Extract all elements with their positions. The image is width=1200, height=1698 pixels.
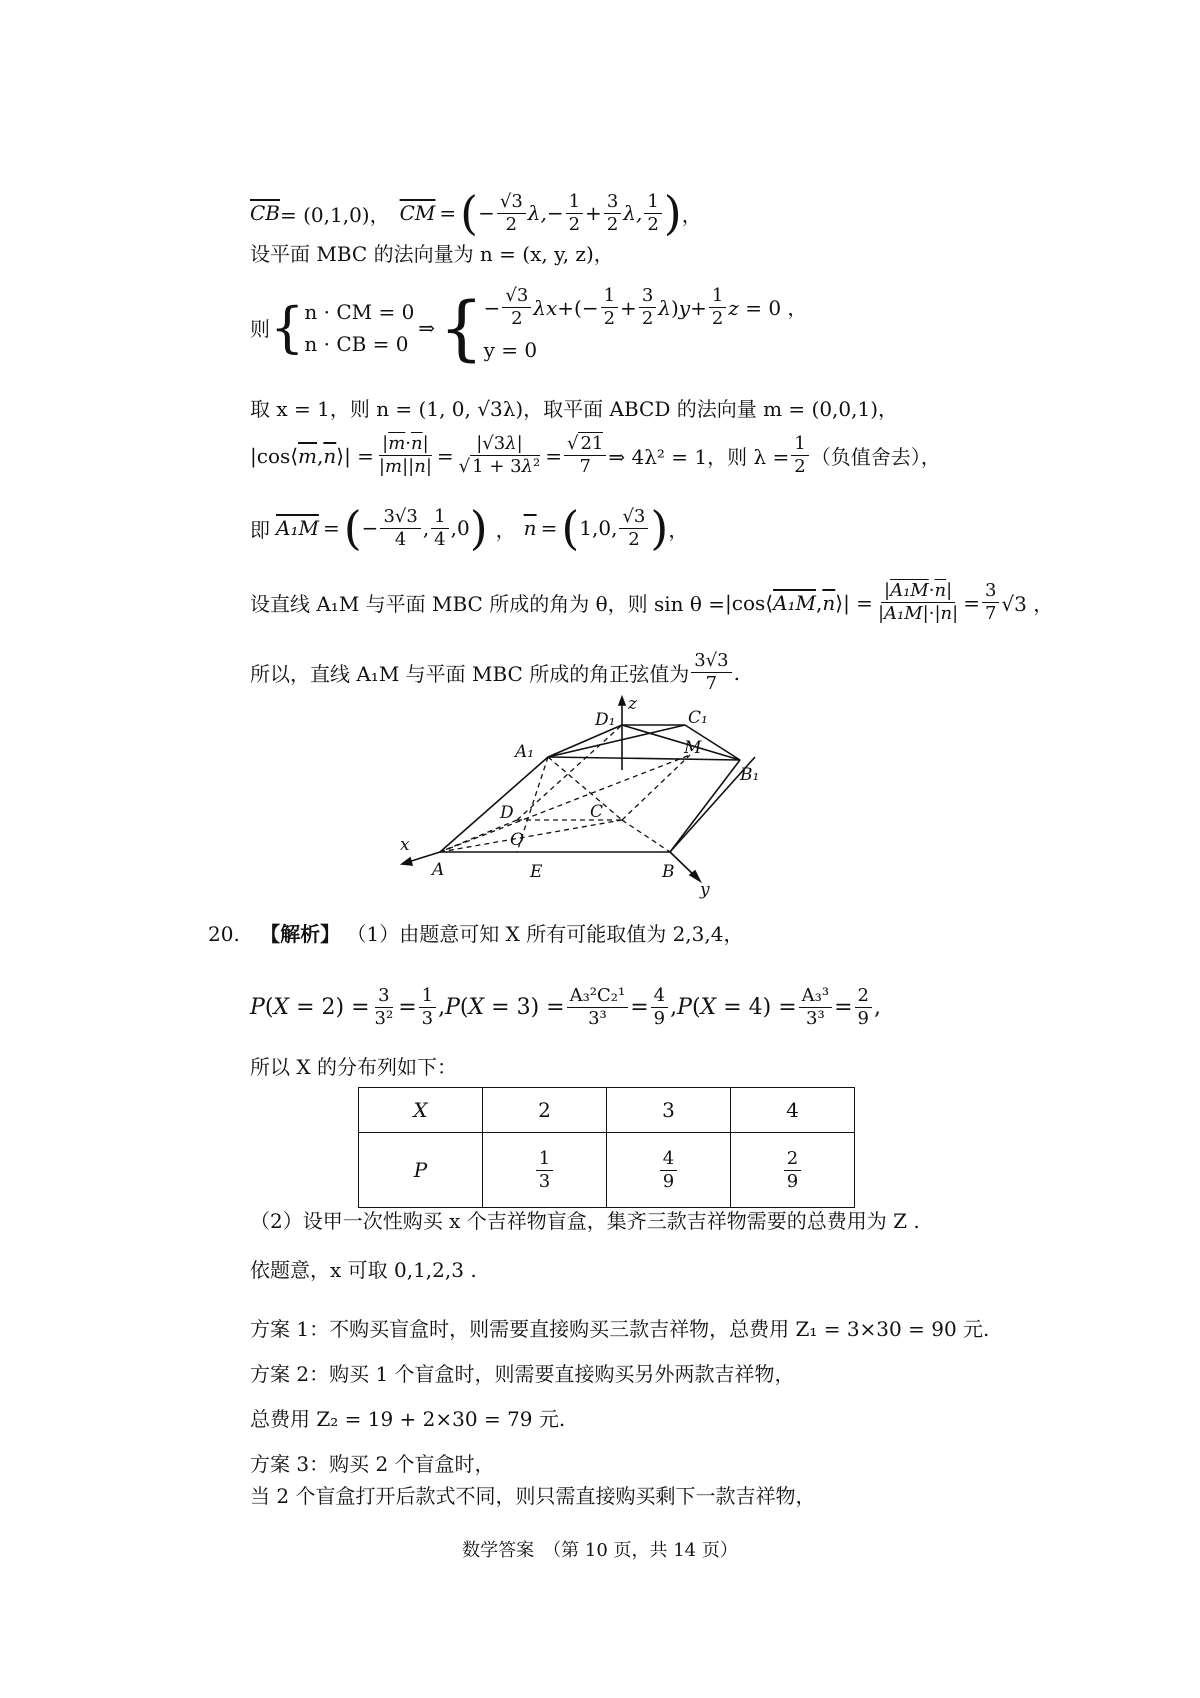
table-cell: $\frac{1}{3}$ bbox=[483, 1133, 607, 1208]
page-footer: 数学答案 （第 10 页，共 14 页） bbox=[462, 1540, 738, 1561]
label-d1: D₁ bbox=[595, 710, 616, 730]
vector-cm-label: $\overline{CM}$ bbox=[399, 201, 436, 225]
table-cell: P bbox=[359, 1133, 483, 1208]
question-20-heading: 20. 【解析】 （1）由题意可知 X 所有可能取值为 2,3,4， bbox=[208, 922, 744, 946]
normal-vector-system: 则 { n · CM = 0 n · CB = 0 ⇒ { − $\frac{√3}{2}$ λx +(− $\frac{1}{2}$ + $\frac{3}{2}$ λ ) y + $\frac{1}{2}$ z = 0 ， y = 0 bbox=[250, 285, 808, 369]
label-a: A bbox=[432, 860, 445, 880]
take-x-line: 取 x = 1，则 n = (1, 0, √3λ)，取平面 ABCD 的法向量 m = (0,0,1)， bbox=[250, 397, 899, 421]
plan-2-cost-line: 总费用 Z₂ = 19 + 2×30 = 79 元. bbox=[250, 1407, 566, 1431]
label-z: z bbox=[628, 694, 637, 714]
conclusion-line: 所以，直线 A₁M 与平面 MBC 所成的角正弦值为 $\frac{3√3}{7}$ . bbox=[250, 650, 740, 694]
table-cell: 4 bbox=[731, 1088, 855, 1133]
label-d: D bbox=[500, 803, 514, 823]
plan-2-line: 方案 2：购买 1 个盲盒时，则需要直接购买另外两款吉祥物， bbox=[250, 1362, 795, 1386]
label-a1: A₁ bbox=[515, 742, 535, 762]
label-b1: B₁ bbox=[740, 765, 760, 785]
label-o: O bbox=[510, 830, 524, 850]
probability-equations: P ( X = 2) = $\frac{3}{\text{3²}}$ = $\frac{1}{3}$ , P ( X = 3) = $\frac{\text{A₃²C₂¹}}{\text{3³}}$ = $\frac{4}{9}$ , P ( X = 4) = $\frac{\text{A₃³}}{\text{3³}}$ = $\frac{2}{9}$ , bbox=[250, 985, 881, 1029]
table-cell: $\frac{2}{9}$ bbox=[731, 1133, 855, 1208]
label-y: y bbox=[700, 880, 710, 900]
label-c: C bbox=[590, 802, 604, 822]
label-m: M bbox=[684, 738, 702, 758]
label-c1: C₁ bbox=[688, 708, 708, 728]
table-header-row bbox=[359, 1088, 855, 1133]
label-b: B bbox=[662, 862, 675, 882]
table-cell: X bbox=[359, 1088, 483, 1133]
cosine-line: $|\cos⟨\overline{m},\overline{n}⟩|$ = $\frac{|\overline{m}\cdot\overline{n}|}{|\overline{m}||\overline{n}|}$ = $\frac{|√3\lambda|}{\text{√ 1 + 3λ²}}$ = $\frac{√ 21}{7}$ ⇒ 4λ² = 1，则 λ = $\frac{1}{2}$ （负值舍去）， bbox=[250, 433, 941, 477]
table-cell: $\frac{4}{9}$ bbox=[607, 1133, 731, 1208]
sine-angle-line: 设直线 A₁M 与平面 MBC 所成的角为 θ，则 sin θ = $|\cos⟨A_1M,\overline{n}⟩|$ = $\frac{|A_1M\cdot\overline{n}|}{|A_1M|\cdot|\overline{n}|}$ = $\frac{3}{7}$ √3 ， bbox=[250, 580, 1054, 624]
table-cell: 3 bbox=[607, 1088, 731, 1133]
label-e: E bbox=[530, 862, 543, 882]
x-values-line: 依题意，x 可取 0,1,2,3 . bbox=[250, 1258, 477, 1282]
a1m-vector-line: 即 A₁M = ( − $\frac{3√3}{4}$ , $\frac{1}{4}$ ,0 ) ， $\overline{n}$ = ( 1,0, $\frac{√3}{2}$ ) ， bbox=[250, 501, 689, 555]
plan-3-line: 方案 3：购买 2 个盲盒时， bbox=[250, 1452, 495, 1476]
table-row bbox=[359, 1133, 855, 1208]
vector-cb-label: $\overline{CB}$ bbox=[250, 201, 280, 225]
part-2-text: （2）设甲一次性购买 x 个吉祥物盲盒，集齐三款吉祥物需要的总费用为 Z . bbox=[250, 1209, 920, 1233]
vector-cb-value: = (0,1,0)， bbox=[280, 202, 390, 227]
vector-cb-cm-line: $\overline{CB}$ = (0,1,0)， $\overline{CM}$ = ( − $\frac{√3}{2}$ λ,− $\frac{1}{2}$ + $\frac{3}{2}$ λ, $\frac{1}{2}$ ) ， bbox=[250, 186, 702, 240]
plan-3-detail-line: 当 2 个盲盒打开后款式不同，则只需直接购买剩下一款吉祥物， bbox=[250, 1484, 816, 1508]
distribution-table bbox=[358, 1087, 855, 1208]
distribution-intro: 所以 X 的分布列如下： bbox=[250, 1055, 457, 1079]
edge-aa1 bbox=[440, 757, 548, 852]
label-x: x bbox=[400, 835, 410, 855]
table-cell: 2 bbox=[483, 1088, 607, 1133]
normal-vector-definition: 设平面 MBC 的法向量为 n = (x, y, z)， bbox=[250, 242, 614, 266]
plan-1-line: 方案 1：不购买盲盒时，则需要直接购买三款吉祥物，总费用 Z₁ = 3×30 = 90 元. bbox=[250, 1317, 990, 1341]
parallelepiped-figure bbox=[400, 694, 760, 910]
